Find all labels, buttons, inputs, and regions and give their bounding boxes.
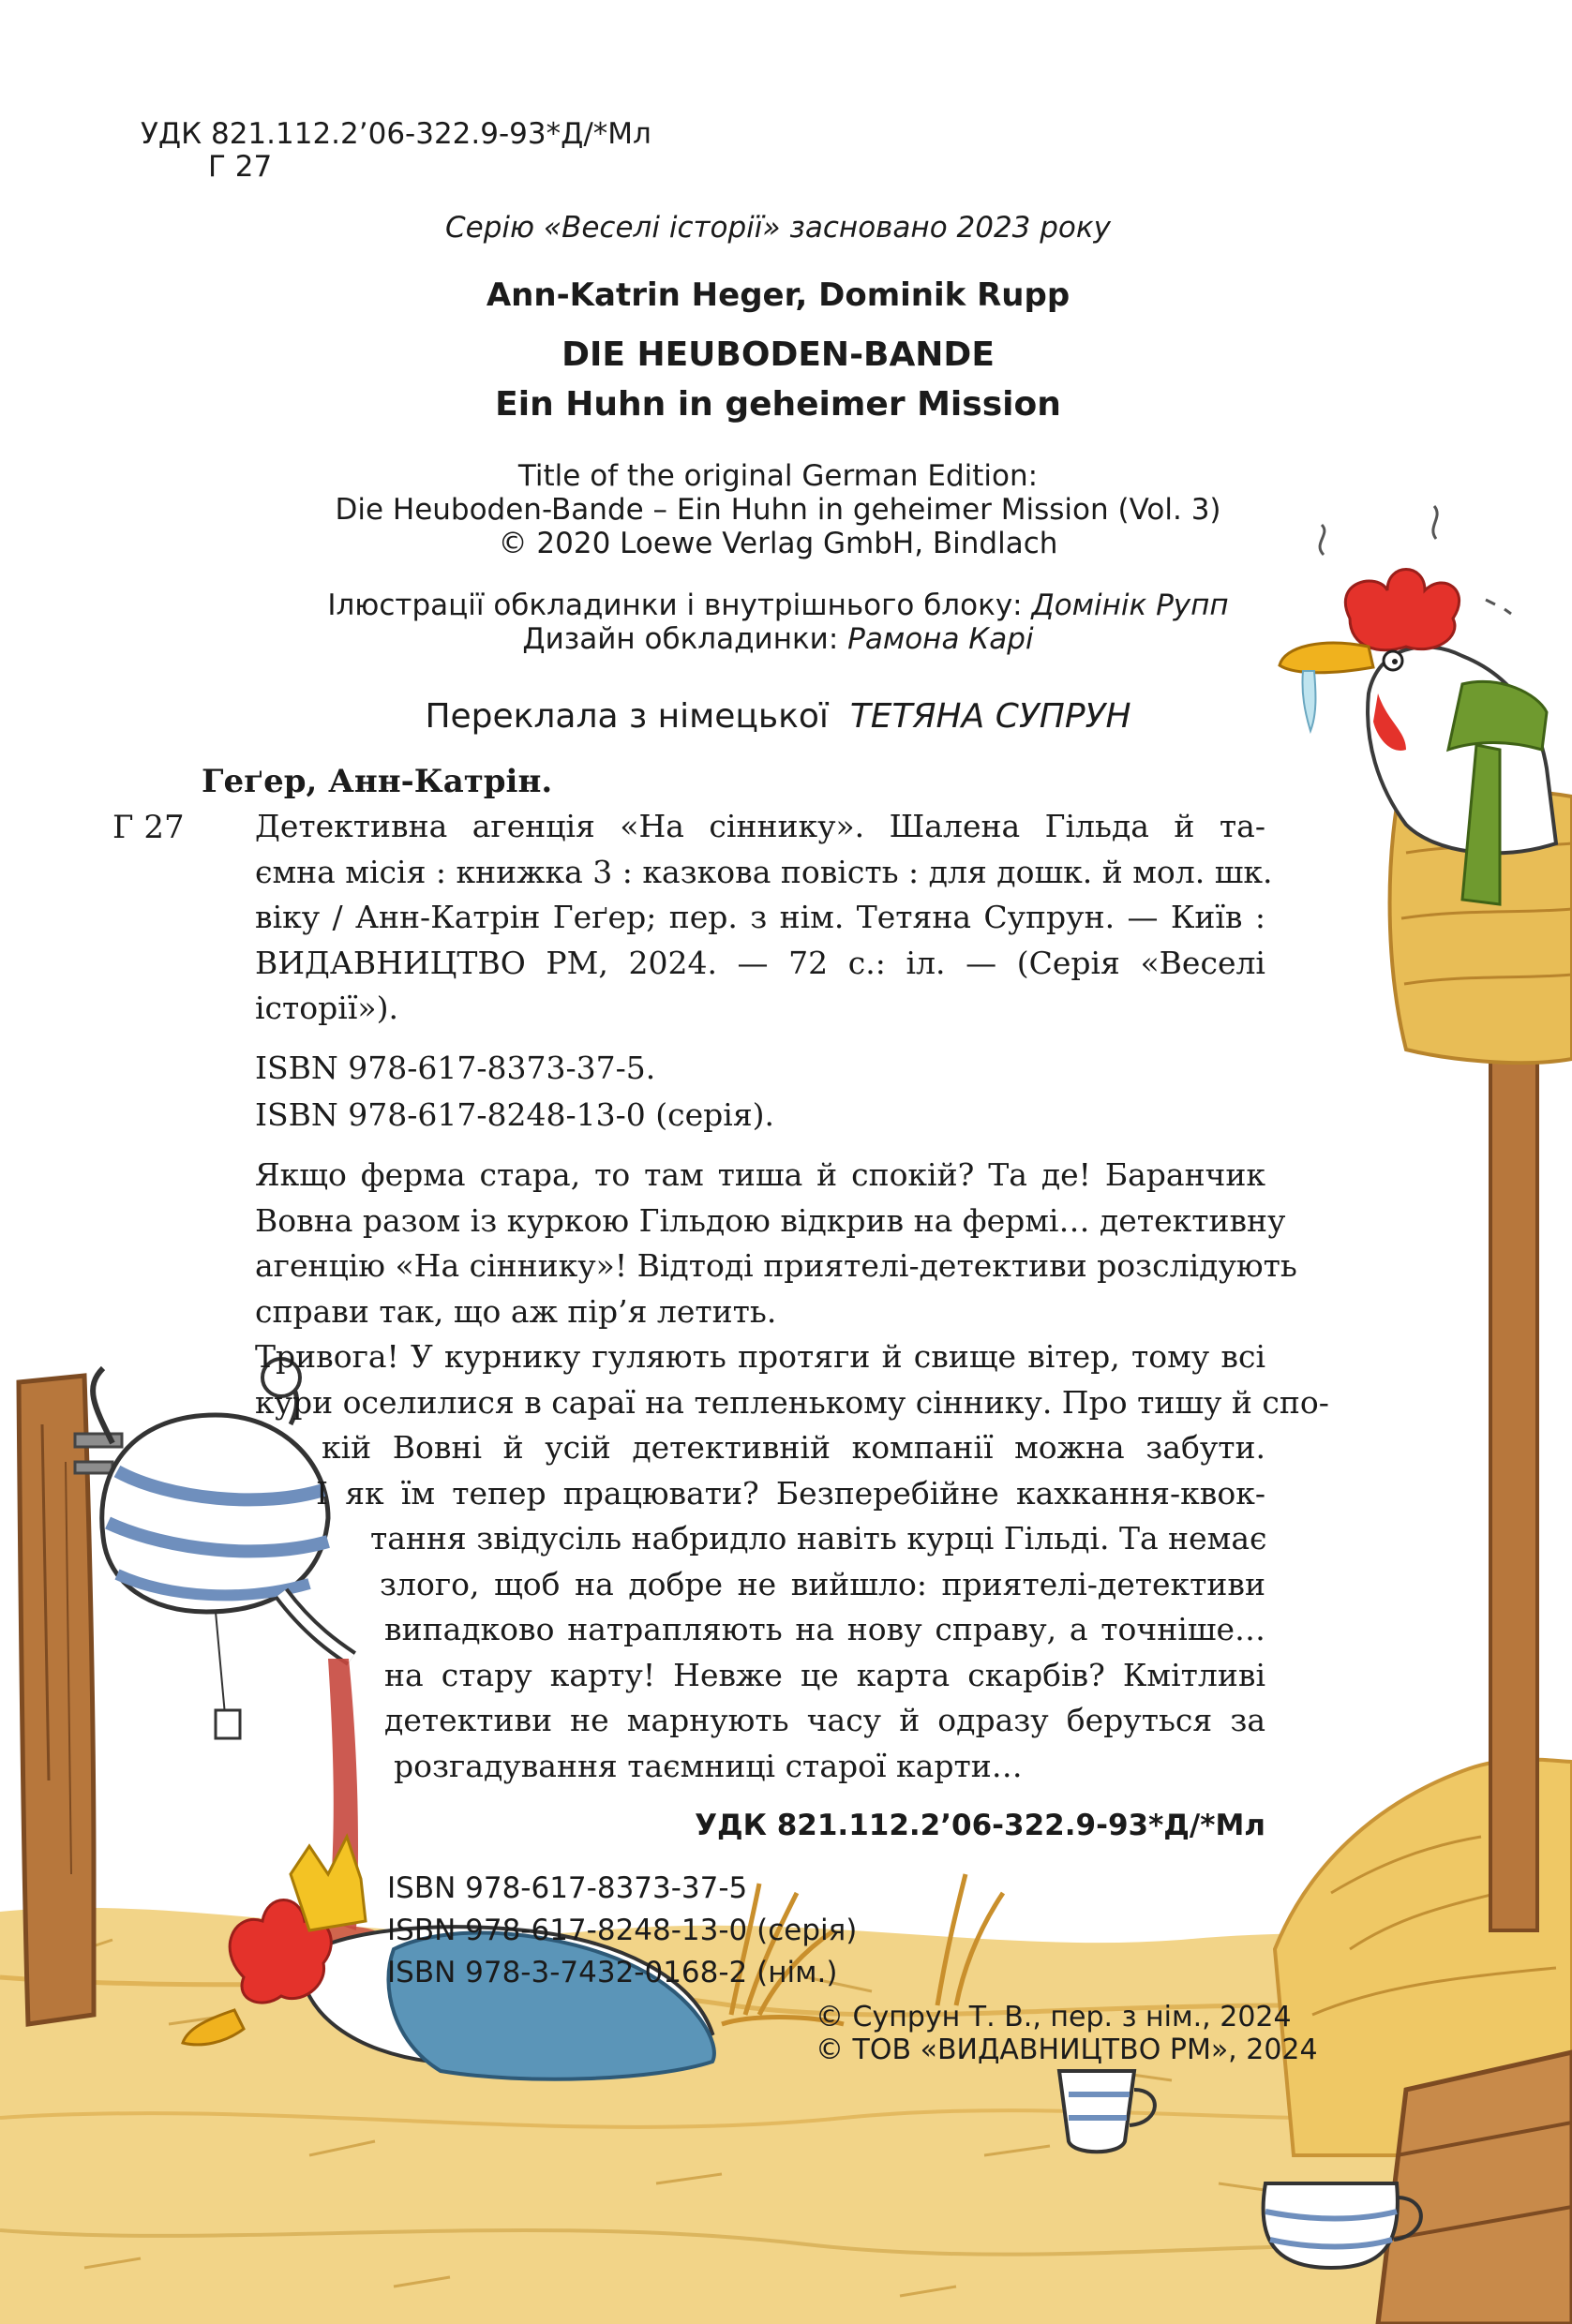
original-authors: Ann-Katrin Heger, Dominik Rupp xyxy=(486,276,1070,314)
catalog-isbn: ISBN 978-617-8248-13-0 (серія). xyxy=(255,1096,775,1133)
annotation-paragraph-2-cont xyxy=(370,1516,1265,1562)
catalog-line: історії»). xyxy=(255,990,398,1026)
catalog-index-header: Г 27 xyxy=(208,150,273,184)
catalog-description xyxy=(255,804,1273,986)
catalog-line: віку / Анн-Катрін Геґер; пер. з нім. Тетяна Супрун. — Київ : xyxy=(255,899,1265,935)
annotation-line: агенцію «На сіннику»! Відтоді приятелі-детективи розслідують xyxy=(255,1247,1297,1284)
annotation-line: детективи не марнують часу й одразу беруться за xyxy=(384,1702,1265,1738)
wooden-crate xyxy=(1378,2052,1572,2324)
series-note: Серію «Веселі історії» засновано 2023 року xyxy=(445,211,1111,245)
translator-name: ТЕТЯНА СУПРУН xyxy=(849,697,1131,736)
annotation-line: Вовна разом із куркою Гільдою відкрив на фермі… детективну xyxy=(255,1201,1286,1239)
annotation-line: справи так, що аж пір’я летить. xyxy=(255,1292,777,1330)
annotation-line: Якщо ферма стара, то там тиша й спокій? Та де! Баранчик xyxy=(255,1156,1265,1193)
udk-code: УДК 821.112.2’06-322.9-93*Д/*Мл xyxy=(141,117,651,151)
annotation-line: тання звідусіль набридло навіть курці Гільді. Та немає xyxy=(370,1520,1267,1557)
design-label: Дизайн обкладинки: xyxy=(522,622,839,656)
annotation-line: розгадування таємниці старої карти… xyxy=(394,1748,1023,1784)
green-scarf xyxy=(1448,681,1547,750)
edition-line: Die Heuboden-Bande – Ein Huhn in geheimer Mission (Vol. 3) xyxy=(335,493,1221,527)
annotation-paragraph-1 xyxy=(255,1153,1297,1334)
illustrations-name: Домінік Рупп xyxy=(1031,588,1229,622)
annotation-line: І як їм тепер працювати? Безперебійне кахкання-квок- xyxy=(316,1475,1265,1512)
translation-label: Переклала з німецької xyxy=(425,697,829,736)
annotation-line: випадково натрапляють на нову справу, а точніше… xyxy=(384,1611,1265,1647)
annotation-paragraph-2-cont xyxy=(380,1562,1265,1608)
annotation-line: Тривога! У курнику гуляють протяги й свище вітер, тому всі xyxy=(255,1338,1265,1375)
footer-isbn: ISBN 978-3-7432-0168-2 (нім.) xyxy=(387,1956,838,1989)
catalog-line: ВИДАВНИЦТВО РМ, 2024. — 72 с.: іл. — (Серія «Веселі xyxy=(255,944,1265,981)
illustrations-label: Ілюстрації обкладинки і внутрішнього блоку: xyxy=(327,588,1023,622)
annotation-paragraph-2-cont xyxy=(384,1653,1265,1699)
annotation-line: на стару карту! Невже це карта скарбів? Кмітливі xyxy=(384,1657,1265,1693)
footer-isbn: ISBN 978-617-8373-37-5 xyxy=(387,1871,748,1905)
original-subtitle: Ein Huhn in geheimer Mission xyxy=(495,385,1061,424)
catalog-line: Детективна агенція «На сіннику». Шалена Гільда й та- xyxy=(255,808,1265,844)
catalog-isbn: ISBN 978-617-8373-37-5. xyxy=(255,1050,656,1086)
original-title: DIE HEUBODEN-BANDE xyxy=(561,335,995,374)
footer-udk: УДК 821.112.2’06-322.9-93*Д/*Мл xyxy=(695,1809,1265,1842)
catalog-author-heading: Геґер, Анн-Катрін. xyxy=(202,763,553,800)
catalog-index: Г 27 xyxy=(112,809,185,846)
annotation-paragraph-2-cont xyxy=(384,1698,1265,1744)
annotation-line: злого, щоб на добре не вийшло: приятелі-детективи xyxy=(380,1566,1265,1602)
annotation-line: кій Вовні й усій детективній компанії можна забути. xyxy=(322,1429,1265,1466)
annotation-paragraph-2-cont xyxy=(322,1425,1265,1471)
catalog-line: ємна місія : книжка 3 : казкова повість : для дошк. й мол. шк. xyxy=(255,853,1273,890)
footer-copyright: © ТОВ «ВИДАВНИЦТВО РМ», 2024 xyxy=(816,2034,1318,2066)
design-credit xyxy=(187,618,1369,660)
edition-line: Title of the original German Edition: xyxy=(517,459,1039,493)
footer-copyright: © Супрун Т. В., пер. з нім., 2024 xyxy=(816,2001,1292,2034)
design-name: Рамона Карі xyxy=(847,622,1034,656)
annotation-line: кури оселилися в сараї на тепленькому сіннику. Про тишу й спо- xyxy=(255,1383,1329,1421)
edition-line: © 2020 Loewe Verlag GmbH, Bindlach xyxy=(498,527,1058,560)
annotation-paragraph-2-cont xyxy=(316,1471,1265,1517)
translation-credit xyxy=(187,693,1369,741)
annotation-paragraph-2 xyxy=(255,1334,1329,1425)
footer-isbn: ISBN 978-617-8248-13-0 (серія) xyxy=(387,1914,858,1947)
annotation-paragraph-2-cont xyxy=(384,1607,1265,1653)
